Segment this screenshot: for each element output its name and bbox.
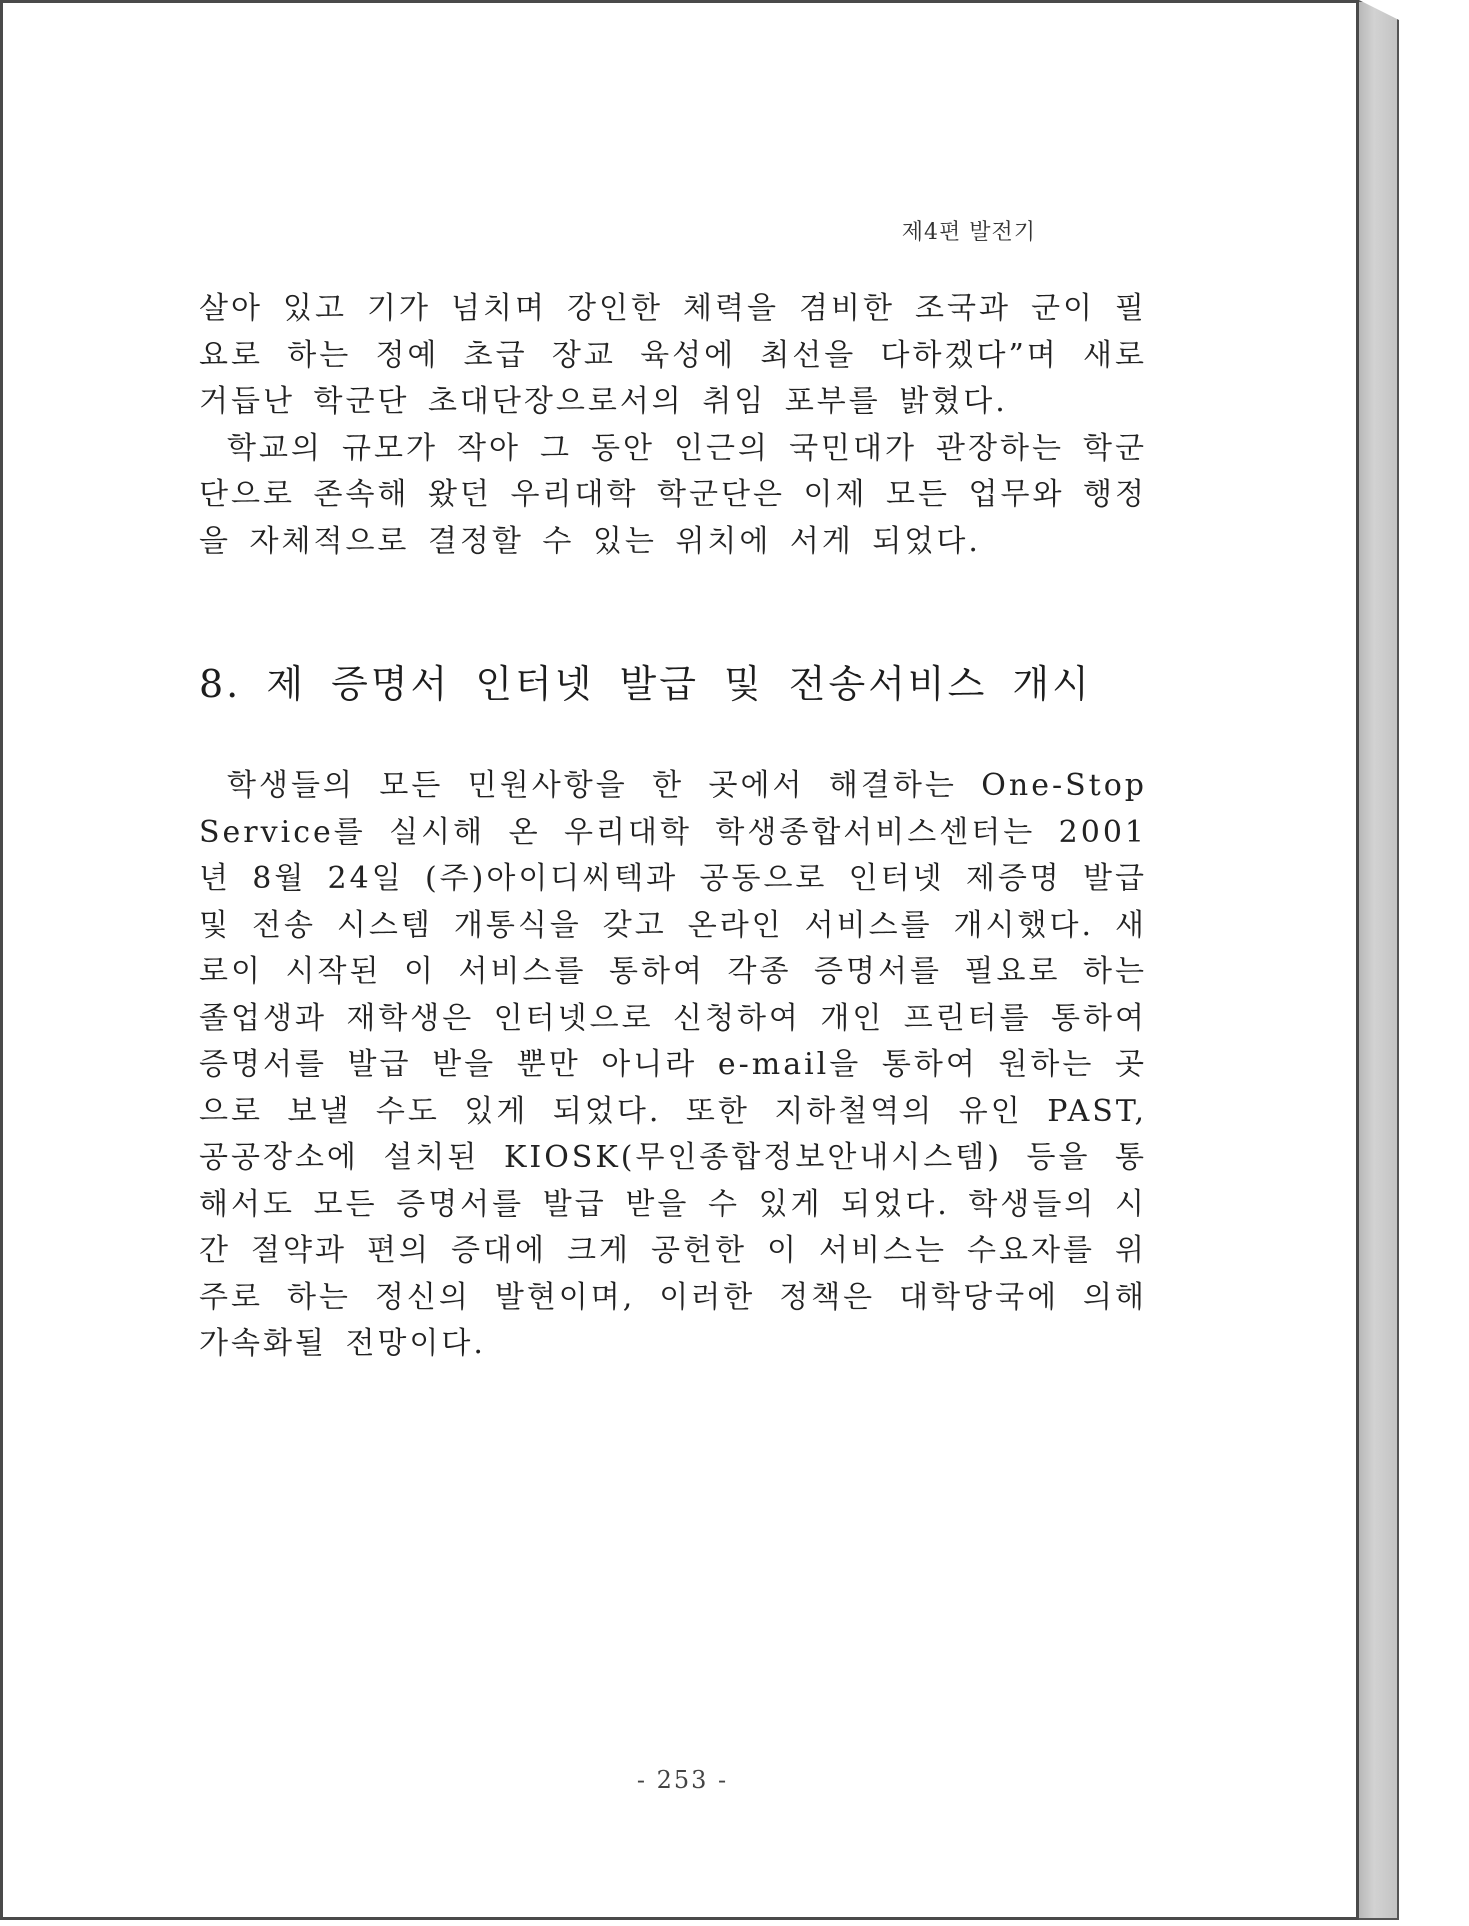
page-edge-stack <box>1359 0 1399 1920</box>
running-header: 제4편 발전기 <box>901 220 1036 245</box>
section-text-block <box>199 763 1147 1368</box>
section-heading: 8. 제 증명서 인터넷 발급 및 전송서비스 개시 <box>199 662 1092 706</box>
page-number: - 253 - <box>636 1766 729 1794</box>
paragraph-rotc-status: 학교의 규모가 작아 그 동안 인근의 국민대가 관장하는 학군단으로 존속해 왔던 우리대학 학군단은 이제 모든 업무와 행정을 자체적으로 결정할 수 있는 위치에 서게 되었다. <box>199 430 1147 559</box>
paragraph-continuation: 살아 있고 기가 넘치며 강인한 체력을 겸비한 조국과 군이 필요로 하는 정예 초급 장교 육성에 최선을 다하겠다”며 새로 거듭난 학군단 초대단장으로서의 취임 포부를 밝혔다. <box>199 291 1147 419</box>
top-text-block <box>199 286 1147 565</box>
paragraph-certificate-service: 학생들의 모든 민원사항을 한 곳에서 해결하는 One-Stop Service를 실시해 온 우리대학 학생종합서비스센터는 2001년 8월 24일 (주)아이디씨텍과 공동으로 인터넷 제증명 발급 및 전송 시스템 개통식을 갖고 온라인 서비스를 개시했다. 새로이 시작된 이 서비스를 통하여 각종 증명서를 필요로 하는 졸업생과 재학생은 인터넷으로 신청하여 개인 프린터를 통하여 증명서를 발급 받을 뿐만 아니라 e-mail을 통하여 원하는 곳으로 보낼 수도 있게 되었다. 또한 지하철역의 유인 PAST, 공공장소에 설치된 KIOSK(무인종합정보안내시스템) 등을 통해서도 모든 증명서를 발급 받을 수 있게 되었다. 학생들의 시간 절약과 편의 증대에 크게 공헌한 이 서비스는 수요자를 위주로 하는 정신의 발현이며, 이러한 정책은 대학당국에 의해 가속화될 전망이다. <box>199 768 1147 1361</box>
